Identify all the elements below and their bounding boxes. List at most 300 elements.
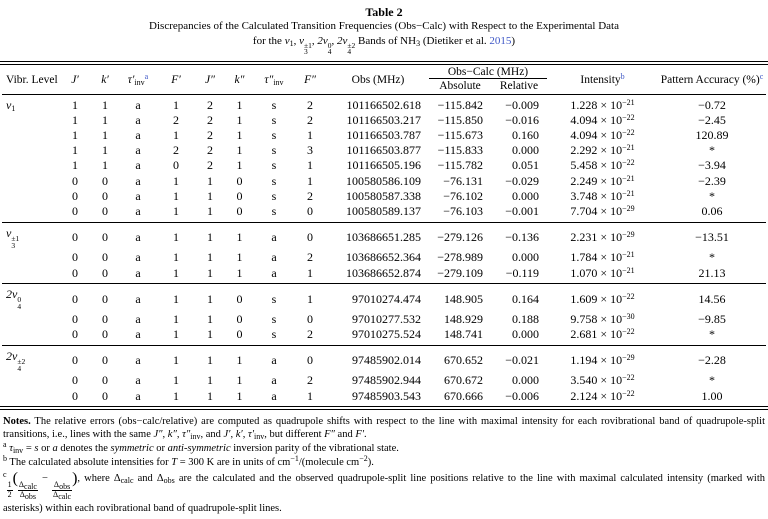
cell-pattern-accuracy: −2.39 xyxy=(698,173,726,188)
table-row xyxy=(2,95,766,113)
intensity-exponent: −21 xyxy=(622,265,635,275)
cell-k-prime: 0 xyxy=(102,188,108,203)
fn-a-tau-sub: inv xyxy=(12,445,24,455)
tau-doubleprime-symbol: τ″ xyxy=(264,73,274,86)
caption-cite-pre: (Dietiker et al. xyxy=(420,34,490,47)
table-row xyxy=(2,222,766,250)
footnote-b-marker: b xyxy=(3,453,7,463)
var-j-dprime: J″ xyxy=(153,429,163,441)
cell-vibr-level xyxy=(2,222,60,250)
table-row xyxy=(2,158,766,173)
cell-j-prime: 0 xyxy=(72,250,78,265)
cell-tau-prime: a xyxy=(120,284,156,312)
cell-pattern-accuracy: −0.72 xyxy=(698,97,726,112)
footnote-c xyxy=(3,469,765,519)
table-header xyxy=(2,65,766,95)
cell-k-doubleprime: 0 xyxy=(236,327,243,342)
intensity-exponent: −29 xyxy=(622,353,635,363)
cell-k-prime: 0 xyxy=(90,284,120,312)
close-paren: ) xyxy=(72,470,78,488)
cell-f-doubleprime: 2 xyxy=(307,97,313,112)
footnote-a-marker-link[interactable]: a xyxy=(144,71,149,81)
cell-j-prime: 1 xyxy=(72,97,78,112)
delta-obs: Δ xyxy=(156,473,164,485)
col-header-relative: Relative xyxy=(491,79,547,95)
tau-doubleprime-subscript: inv xyxy=(273,77,284,87)
cell-j-prime: 1 xyxy=(72,158,78,173)
cell-obs-calc-absolute: −76.102 xyxy=(443,188,483,203)
cell-k-doubleprime: 0 xyxy=(236,311,243,326)
cell-vibr-level xyxy=(2,345,60,373)
cell-tau-prime: a xyxy=(135,188,141,203)
intensity-exponent: −21 xyxy=(622,173,635,183)
cell-intensity: $2.292 \times 10^{-21}$ xyxy=(570,143,635,158)
band-symbol-sup: ±1 xyxy=(303,40,312,50)
footnote-b-marker-link[interactable]: b xyxy=(620,71,625,81)
table-row xyxy=(2,311,766,326)
caption-prefix: for the xyxy=(252,34,285,47)
delta-symbol: Δ xyxy=(19,489,25,499)
cell-j-doubleprime: 2 xyxy=(207,112,213,127)
table-row xyxy=(2,327,766,346)
cell-obs-calc-absolute: 148.905 xyxy=(429,284,491,312)
cell-tau-doubleprime: a xyxy=(271,388,277,403)
cell-tau-doubleprime: s xyxy=(271,204,277,219)
cell-k-prime: 0 xyxy=(102,388,108,403)
intensity-exponent: −21 xyxy=(622,250,635,260)
cell-f-doubleprime: 2 xyxy=(307,112,313,127)
cell-k-prime: 0 xyxy=(102,204,108,219)
cell-obs-calc-absolute: −76.103 xyxy=(443,204,483,219)
band-symbol xyxy=(336,34,356,57)
cell-f-prime: 1 xyxy=(156,345,196,373)
intensity-exponent: −29 xyxy=(622,204,635,214)
cell-f-doubleprime: 2 xyxy=(307,327,313,342)
intensity-exponent: −22 xyxy=(622,327,635,337)
var-tau-dprime: τ″ xyxy=(182,429,191,441)
band-symbol xyxy=(6,98,15,112)
table-row xyxy=(2,173,766,188)
cell-k-prime: 0 xyxy=(102,373,108,388)
notes-sep: , xyxy=(162,429,168,441)
cell-obs-mhz: 101166503.877 xyxy=(346,143,421,158)
footnote-c-marker-link[interactable]: c xyxy=(759,71,764,81)
cell-obs-mhz: 97010274.474 xyxy=(327,284,429,312)
cell-vibr-level xyxy=(2,373,60,388)
cell-pattern-accuracy: 0.06 xyxy=(701,204,723,219)
cell-j-prime: 0 xyxy=(60,222,90,250)
table-row xyxy=(2,112,766,127)
band-symbol-base: ν xyxy=(6,97,12,112)
cell-f-prime: 1 xyxy=(173,388,179,403)
cell-k-prime: 0 xyxy=(90,222,120,250)
fn-a-s: s xyxy=(34,442,39,454)
minus-sign: − xyxy=(37,473,53,485)
footnote-a-marker: a xyxy=(3,439,7,449)
cell-intensity: $4.094 \times 10^{-22}$ xyxy=(570,128,635,142)
cell-k-doubleprime: 0 xyxy=(236,173,243,188)
cell-pattern-accuracy: −2.28 xyxy=(658,345,766,373)
fn-b-exp1: −1 xyxy=(290,453,299,463)
cell-tau-prime: a xyxy=(120,222,156,250)
footnote-a xyxy=(3,439,765,456)
cell-j-prime: 0 xyxy=(72,204,78,219)
table-row xyxy=(2,143,766,158)
cell-tau-doubleprime: s xyxy=(271,143,277,158)
cell-obs-mhz: 103686651.285 xyxy=(327,222,429,250)
citation-year-link[interactable]: 2015 xyxy=(489,34,512,47)
cell-tau-prime: a xyxy=(135,112,141,127)
cell-tau-doubleprime: s xyxy=(271,128,277,142)
var-f-prime: F′ xyxy=(355,429,365,441)
cell-f-prime: 1 xyxy=(173,128,179,142)
fn-a-a: a xyxy=(52,442,58,454)
cell-j-doubleprime: 1 xyxy=(207,311,213,326)
cell-pattern-accuracy: * xyxy=(709,327,716,342)
band-symbol-sub: 3 xyxy=(303,47,308,57)
cell-obs-mhz: 103686652.874 xyxy=(346,265,421,280)
cell-k-prime: 1 xyxy=(102,158,108,173)
cell-f-prime: 1 xyxy=(156,222,196,250)
band-symbol-sup: 0 xyxy=(327,40,332,50)
cell-j-doubleprime: 1 xyxy=(207,188,213,203)
delta-fraction-1 xyxy=(18,481,38,499)
cell-f-doubleprime: 1 xyxy=(307,265,313,280)
cell-j-prime: 0 xyxy=(72,311,78,326)
cell-tau-doubleprime: a xyxy=(255,222,293,250)
cell-j-prime: 0 xyxy=(60,284,90,312)
cell-obs-calc-absolute: −115.833 xyxy=(437,143,483,158)
cell-vibr-level xyxy=(2,112,60,127)
footnote-notes xyxy=(3,415,765,442)
cell-f-doubleprime: 0 xyxy=(307,204,313,219)
var-j-prime: J′ xyxy=(223,429,231,441)
table-row xyxy=(2,284,766,312)
cell-f-prime: 0 xyxy=(173,158,179,173)
cell-obs-mhz: 101166502.618 xyxy=(346,97,421,112)
delta-symbol: Δ xyxy=(53,489,59,499)
cell-obs-calc-relative: 0.160 xyxy=(512,128,540,142)
cell-tau-doubleprime: s xyxy=(271,327,277,342)
cell-tau-doubleprime: s xyxy=(271,112,277,127)
cell-tau-prime: a xyxy=(120,345,156,373)
cell-obs-calc-absolute: −115.842 xyxy=(437,97,483,112)
band-symbol-sup: ±2 xyxy=(17,356,26,366)
cell-f-doubleprime: 1 xyxy=(307,173,313,188)
cell-k-prime: 0 xyxy=(102,265,108,280)
cell-k-prime: 0 xyxy=(102,311,108,326)
col-header-vibr-level: Vibr. Level xyxy=(2,65,60,95)
cell-pattern-accuracy: * xyxy=(709,143,716,158)
cell-j-doubleprime: 1 xyxy=(207,204,213,219)
cell-obs-calc-relative: −0.029 xyxy=(505,173,540,188)
cell-obs-calc-absolute: −76.131 xyxy=(443,173,483,188)
table-number-title: Table 2 xyxy=(365,5,403,19)
cell-obs-mhz: 97485903.543 xyxy=(352,388,421,403)
cell-tau-prime: a xyxy=(135,311,141,326)
var-tau-prime-sub: inv xyxy=(254,432,265,442)
cell-f-prime: 2 xyxy=(173,143,179,158)
cell-obs-mhz: 97485902.944 xyxy=(352,373,421,388)
cell-j-prime: 0 xyxy=(72,388,78,403)
table-row xyxy=(2,345,766,373)
cell-f-prime: 1 xyxy=(173,204,179,219)
cell-f-prime: 1 xyxy=(173,265,179,280)
intensity-label: Intensity xyxy=(580,73,621,86)
fn-a-text: or xyxy=(153,442,168,454)
cell-f-doubleprime: 0 xyxy=(293,222,327,250)
cell-k-prime: 1 xyxy=(102,97,108,112)
cell-obs-mhz: 97010275.524 xyxy=(352,327,421,342)
cell-vibr-level xyxy=(2,327,60,346)
cell-vibr-level xyxy=(2,204,60,223)
cell-obs-calc-relative: 0.000 xyxy=(512,327,540,342)
cell-pattern-accuracy: * xyxy=(709,250,716,265)
notes-end: . xyxy=(364,429,367,441)
cell-k-prime: 0 xyxy=(102,173,108,188)
cell-intensity: $3.540 \times 10^{-22}$ xyxy=(570,373,635,388)
cell-k-doubleprime: 1 xyxy=(236,158,243,173)
cell-f-prime: 1 xyxy=(173,327,179,342)
delta-calc: Δ xyxy=(113,473,121,485)
fn-b-text: The calculated absolute intensities for xyxy=(7,456,172,468)
fn-a-tau: τ xyxy=(9,442,13,454)
col-header-j-prime: J′ xyxy=(60,65,90,95)
half-num: 1 xyxy=(7,480,12,490)
cell-obs-calc-absolute: −278.989 xyxy=(437,250,483,265)
cell-vibr-level xyxy=(2,388,60,406)
cell-tau-doubleprime: a xyxy=(271,265,277,280)
cell-j-doubleprime: 1 xyxy=(207,250,213,265)
cell-k-prime: 0 xyxy=(102,250,108,265)
cell-obs-calc-absolute: 148.741 xyxy=(444,327,483,342)
cell-f-doubleprime: 1 xyxy=(307,388,313,403)
cell-intensity: $4.094 \times 10^{-22}$ xyxy=(570,112,635,127)
band-symbol-scripts xyxy=(17,356,26,373)
nh3-subscript: 3 xyxy=(416,38,421,48)
intensity-exponent: −30 xyxy=(622,311,635,321)
cell-tau-doubleprime: s xyxy=(271,97,277,112)
table-row xyxy=(2,250,766,265)
cell-intensity: $7.704 \times 10^{-29}$ xyxy=(570,204,635,219)
band-symbol xyxy=(317,34,332,57)
caption-mid: Bands of NH xyxy=(355,34,417,47)
col-header-k-doubleprime: k″ xyxy=(224,65,255,95)
cell-tau-doubleprime: s xyxy=(255,284,293,312)
table-row xyxy=(2,388,766,406)
cell-k-doubleprime: 0 xyxy=(236,204,243,219)
col-header-pattern-accuracy xyxy=(658,65,766,95)
cell-obs-calc-relative: −0.119 xyxy=(505,265,540,280)
frac2-den xyxy=(52,491,72,500)
cell-f-prime: 1 xyxy=(156,284,196,312)
cell-j-doubleprime: 2 xyxy=(207,128,213,142)
band-symbol-sup: 0 xyxy=(17,295,22,305)
col-header-j-doubleprime: J″ xyxy=(196,65,224,95)
band-symbol-sub: 4 xyxy=(347,47,352,57)
cell-f-prime: 1 xyxy=(173,311,179,326)
fn-b-exp2: −2 xyxy=(359,453,368,463)
cell-k-doubleprime: 1 xyxy=(236,265,243,280)
col-header-f-prime: F′ xyxy=(156,65,196,95)
cell-pattern-accuracy: −13.51 xyxy=(658,222,766,250)
cell-tau-doubleprime: s xyxy=(271,311,277,326)
cell-intensity: $1.784 \times 10^{-21}$ xyxy=(570,250,635,265)
cell-k-prime: 0 xyxy=(90,345,120,373)
cell-intensity: $1.228 \times 10^{-21}$ xyxy=(570,97,635,112)
tau-prime-subscript: inv xyxy=(134,77,145,87)
cell-f-prime: 1 xyxy=(173,97,179,112)
cell-pattern-accuracy: −2.45 xyxy=(698,112,726,127)
cell-obs-mhz: 101166503.217 xyxy=(346,112,421,127)
var-tau-dprime-sub: inv xyxy=(190,432,201,442)
intensity-exponent: −22 xyxy=(622,373,635,383)
cell-k-prime: 1 xyxy=(102,128,108,142)
cell-f-doubleprime: 1 xyxy=(307,158,313,173)
cell-obs-calc-relative: −0.006 xyxy=(505,388,540,403)
col-header-absolute: Absolute xyxy=(429,79,491,95)
band-symbol-scripts xyxy=(11,233,20,250)
cell-f-doubleprime: 2 xyxy=(307,188,313,203)
cell-j-prime: 0 xyxy=(72,327,78,342)
cell-f-doubleprime: 2 xyxy=(307,250,313,265)
cell-obs-calc-relative: −0.021 xyxy=(491,345,547,373)
cell-j-prime: 0 xyxy=(72,373,78,388)
delta-fraction-2 xyxy=(52,481,72,499)
cell-j-doubleprime: 1 xyxy=(207,388,213,403)
cell-k-doubleprime: 0 xyxy=(224,284,255,312)
cell-k-doubleprime: 1 xyxy=(236,112,243,127)
delta-symbol: Δ xyxy=(53,480,60,490)
band-symbol xyxy=(6,348,26,373)
col-header-f-doubleprime: F″ xyxy=(293,65,327,95)
cell-pattern-accuracy: 1.00 xyxy=(701,388,723,403)
cell-obs-calc-absolute: 670.666 xyxy=(444,388,483,403)
cell-obs-calc-relative: 0.188 xyxy=(512,311,540,326)
cell-intensity: $5.458 \times 10^{-22}$ xyxy=(570,158,635,173)
cell-j-doubleprime: 2 xyxy=(207,143,213,158)
fn-b-temperature: T xyxy=(171,456,178,468)
band-symbol-sup: ±2 xyxy=(347,40,356,50)
cell-intensity: $1.609 \times 10^{-22}$ xyxy=(547,284,658,312)
cell-tau-prime: a xyxy=(135,97,141,112)
cell-pattern-accuracy: * xyxy=(709,373,716,388)
notes-sep: , but different xyxy=(264,429,325,441)
cell-k-doubleprime: 1 xyxy=(224,222,255,250)
cell-vibr-level xyxy=(2,284,60,312)
cell-k-prime: 0 xyxy=(102,327,108,342)
footnote-c-marker: c xyxy=(3,470,7,480)
cell-k-doubleprime: 1 xyxy=(236,388,243,403)
band-symbol-sup: ±1 xyxy=(11,233,20,243)
band-symbol-sub: 1 xyxy=(11,103,16,113)
cell-obs-calc-relative: 0.000 xyxy=(512,250,540,265)
cell-j-prime: 1 xyxy=(72,143,78,158)
band-symbol-base: ν xyxy=(6,225,12,240)
cell-vibr-level xyxy=(2,250,60,265)
cell-obs-calc-relative: −0.136 xyxy=(491,222,547,250)
band-symbol-sub: 3 xyxy=(11,240,16,250)
cell-intensity: $1.070 \times 10^{-21}$ xyxy=(570,265,635,280)
cell-tau-prime: a xyxy=(135,158,141,173)
cell-f-doubleprime: 1 xyxy=(307,128,313,142)
cell-tau-prime: a xyxy=(135,265,141,280)
cell-j-doubleprime: 2 xyxy=(207,158,213,173)
table-row xyxy=(2,265,766,284)
intensity-exponent: −21 xyxy=(622,143,635,153)
delta-sub: calc xyxy=(24,482,37,492)
cell-obs-calc-absolute: −279.109 xyxy=(437,265,483,280)
cell-obs-mhz: 97485902.014 xyxy=(327,345,429,373)
band-symbol xyxy=(6,225,20,250)
cell-tau-prime: a xyxy=(135,173,141,188)
cell-tau-doubleprime: s xyxy=(271,158,277,173)
band-symbol xyxy=(285,35,294,47)
cell-j-doubleprime: 1 xyxy=(207,373,213,388)
cell-obs-calc-absolute: 148.929 xyxy=(444,311,483,326)
intensity-exponent: −22 xyxy=(622,112,635,122)
cell-f-doubleprime: 2 xyxy=(307,373,313,388)
table-footnotes xyxy=(3,415,765,519)
cell-tau-doubleprime: a xyxy=(271,373,277,388)
band-symbol-scripts xyxy=(303,40,312,57)
fn-c-text: and xyxy=(133,473,157,485)
var-k-prime: k′ xyxy=(235,429,243,441)
fn-a-antisymmetric: anti-symmetric xyxy=(167,442,231,454)
band-symbol-base: 2ν xyxy=(6,348,18,363)
cell-j-prime: 1 xyxy=(72,128,78,142)
cell-intensity: $3.748 \times 10^{-21}$ xyxy=(570,188,635,203)
cell-j-prime: 0 xyxy=(60,345,90,373)
band-symbol-sub: 4 xyxy=(17,302,22,312)
intensity-exponent: −21 xyxy=(622,188,635,198)
cell-obs-mhz: 100580586.109 xyxy=(346,173,421,188)
band-symbol xyxy=(299,34,312,57)
cell-tau-prime: a xyxy=(135,250,141,265)
data-table xyxy=(2,65,766,406)
delta-sub: obs xyxy=(24,491,37,501)
band-symbol-base: 2ν xyxy=(336,34,348,47)
col-header-obs-mhz: Obs (MHz) xyxy=(327,65,429,95)
cell-tau-prime: a xyxy=(135,128,141,142)
cell-tau-doubleprime: s xyxy=(271,173,277,188)
cell-k-doubleprime: 0 xyxy=(236,188,243,203)
footnote-b xyxy=(3,453,765,470)
cell-obs-calc-relative: 0.000 xyxy=(512,143,540,158)
cell-tau-doubleprime: s xyxy=(271,188,277,203)
cell-f-prime: 1 xyxy=(173,250,179,265)
table-row xyxy=(2,373,766,388)
cell-tau-prime: a xyxy=(135,388,141,403)
cell-j-prime: 0 xyxy=(72,265,78,280)
cell-obs-calc-absolute: −279.126 xyxy=(429,222,491,250)
table-row xyxy=(2,128,766,143)
cell-obs-mhz: 101166505.196 xyxy=(346,158,421,173)
table-caption-line1: Discrepancies of the Calculated Transition Frequencies (Obs−Calc) with Respect to the Experimental Data xyxy=(149,20,619,32)
cell-intensity: $9.758 \times 10^{-30}$ xyxy=(570,311,635,326)
cell-obs-calc-absolute: −115.782 xyxy=(437,158,483,173)
cell-obs-calc-absolute: 670.672 xyxy=(444,373,483,388)
cell-obs-mhz: 103686652.364 xyxy=(346,250,421,265)
caption-suffix: ) xyxy=(511,34,516,47)
cell-obs-calc-relative: −0.009 xyxy=(505,97,540,112)
delta-obs-sub: obs xyxy=(163,476,175,486)
cell-pattern-accuracy: 14.56 xyxy=(658,284,766,312)
cell-k-doubleprime: 1 xyxy=(236,373,243,388)
cell-k-doubleprime: 1 xyxy=(236,250,243,265)
cell-pattern-accuracy: * xyxy=(709,188,716,203)
cell-tau-prime: a xyxy=(135,143,141,158)
